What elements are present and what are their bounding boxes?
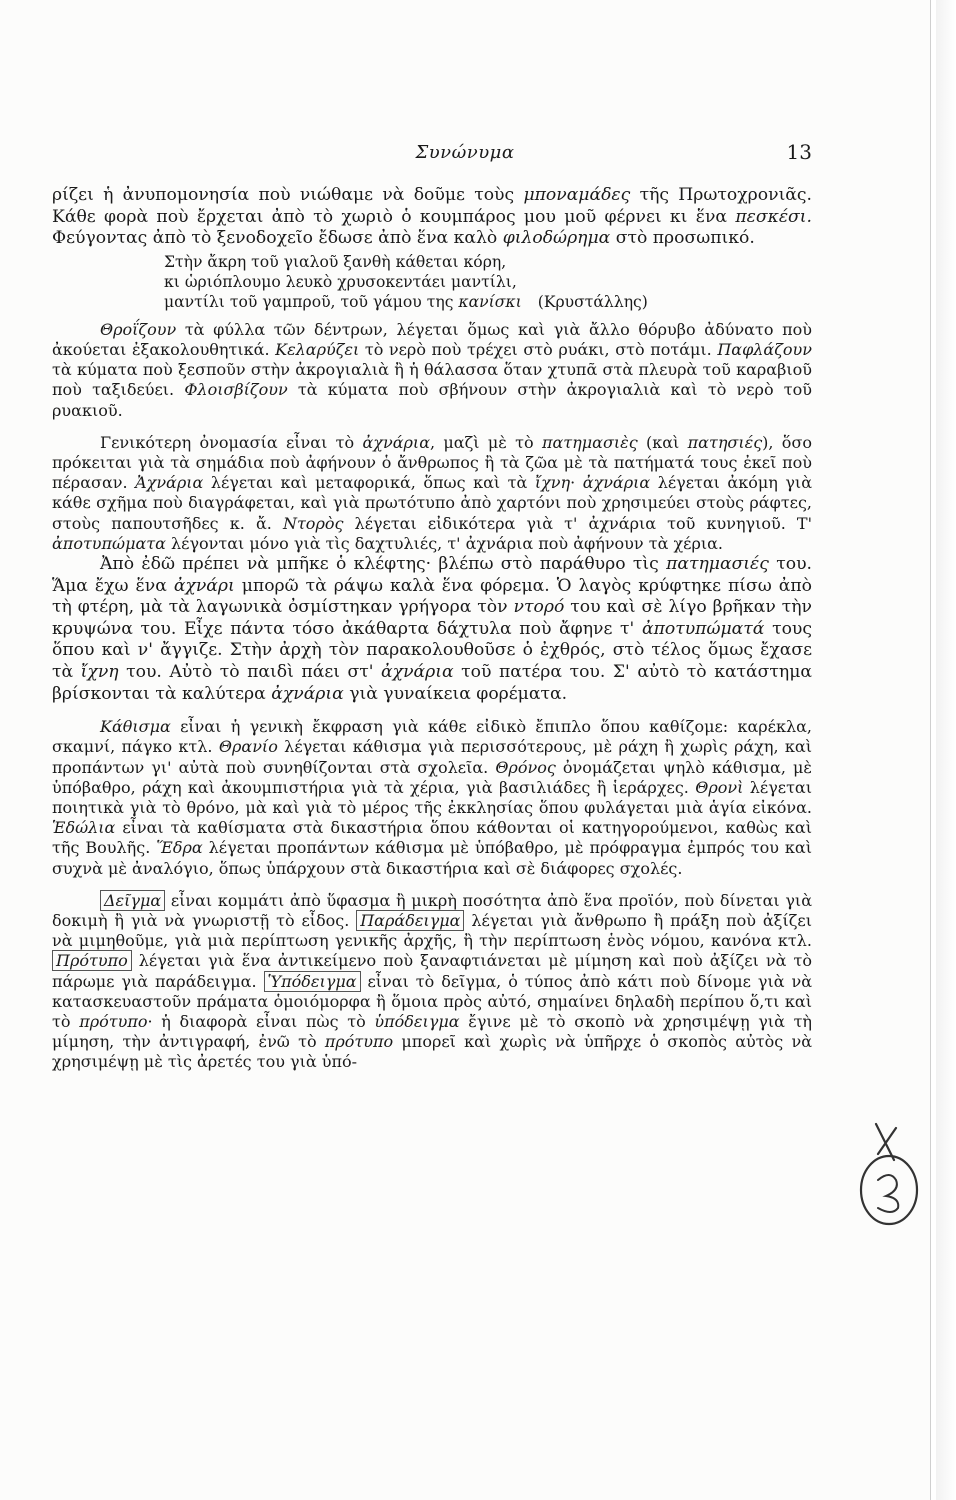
poem-attribution: (Κρυστάλλης) — [537, 292, 648, 311]
boxed-term: Παράδειγμα — [356, 910, 464, 931]
body-text — [52, 185, 812, 1073]
boxed-term: Δεῖγμα — [100, 890, 165, 911]
boxed-term: Ὑπόδειγμα — [264, 971, 361, 992]
paragraph-examples: Ἀπὸ ἐδῶ πρέπει νὰ μπῆκε ὁ κλέφτης· βλέπω στὸ παράθυρο τὶς πατημασιές του. Ἅμα ἔχω ἕνα ἀχνάρι μπορῶ τὰ ράψω καλὰ ἕνα φόρεμα. Ὁ λαγὸς κρύφτηκε πίσω ἀπὸ τὴ φτέρη, μὰ τὰ λαγωνικὰ ὀσμίστηκαν γρήγορα τὸν ντορό του καὶ σὲ λίγο βρῆκαν τὴν κρυψώνα του. Εἶχε πάντα τόσο ἀκάθαρτα δάχτυλα ποὺ ἄφηνε τ' ἀποτυπώματά τους ὅπου καὶ ν' ἄγγιζε. Στὴν ἀρχὴ τὸν παρακολουθοῦσε ὁ ἐχθρός, στὸ τέλος ὅμως ἔχασε τὰ ἴχνη του. Αὐτὸ τὸ παιδὶ πάει στ' ἀχνάρια τοῦ πατέρα του. Σ' αὐτὸ τὸ κατάστημα βρίσκονται τὰ καλύτερα ἀχνάρια γιὰ γυναίκεια φορέματα. — [52, 554, 812, 704]
poem-line: κι ὡριόπλουμο λευκὸ χρυσοκεντάει μαντίλι, — [164, 272, 517, 291]
paragraph-seats: Κάθισμα εἶναι ἡ γενικὴ ἔκφραση γιὰ κάθε εἰδικὸ ἔπιπλο ὅπου καθίζομε: καρέκλα, σκαμνί, πάγκο κτλ. Θρανίο λέγεται κάθισμα γιὰ περισσότερους, μὲ ράχη ἢ χωρὶς ράχη, καὶ προπάντων γι' αὐτὰ ποὺ συνηθίζονται στὰ σχολεῖα. Θρόνος ὀνομάζεται ψηλὸ κάθισμα, μὲ ὑπόβαθρο, ράχη καὶ ἀκουμπιστήρια γιὰ τὰ χέρια, γιὰ βασιλιάδες ἢ ἱεράρχες. Θρονὶ λέγεται ποιητικὰ γιὰ τὸ θρόνο, μὰ καὶ γιὰ τὸ μέρος τῆς ἐκκλησίας ὅπου φυλάγεται μιὰ ἁγία εἰκόνα. Ἑδώλια εἶναι τὰ καθίσματα στὰ δικαστήρια ὅπου κάθονται οἱ κατηγορούμενοι, καθὼς καὶ τῆς Βουλῆς. Ἕδρα λέγεται προπάντων κάθισμα μὲ ὑπόβαθρο, μὲ πρόφραγμα ἐμπρός του καὶ συχνὰ μὲ ἀναλόγιο, ὅπως ὑπάρχουν στὰ δικαστήρια καὶ σὲ διάφορες σχολές. — [52, 717, 813, 878]
handwritten-circle-mark — [856, 1150, 922, 1230]
paragraph-sounds: Θροΐζουν τὰ φύλλα τῶν δέντρων, λέγεται ὅμως καὶ γιὰ ἄλλο θόρυβο ἀδύνατο ποὺ ἀκούεται ἐξακολουθητικά. Κελαρύζει τὸ νερὸ ποὺ τρέχει στὸ ρυάκι, στὸ ποτάμι. Παφλάζουν τὰ κύματα ποὺ ξεσποῦν στὴν ἀκρογιαλιὰ ἢ ἡ θάλασσα ὅταν χτυπᾶ στὰ πλευρὰ τοῦ καραβιοῦ ποὺ ταξιδεύει. Φλοισβίζουν τὰ κύματα ποὺ σβήνουν στὴν ἀκρογιαλιὰ καὶ τὸ νερὸ τοῦ ρυακιοῦ. — [52, 319, 812, 420]
poem-line: Στὴν ἄκρη τοῦ γιαλοῦ ξανθὴ κάθεται κόρη, — [164, 252, 507, 271]
page-number: 13 — [786, 140, 812, 164]
page-header — [0, 140, 930, 170]
boxed-term: Πρότυπο — [52, 950, 132, 971]
poem-line: μαντίλι τοῦ γαμπροῦ, τοῦ γάμου της κανίσκι (Κρυστάλλης) — [164, 292, 648, 311]
running-title: Συνώνυμα — [415, 142, 515, 163]
paragraph-footprints: Γενικότερη ὀνομασία εἶναι τὸ ἀχνάρια, μαζὶ μὲ τὸ πατημασιὲς (καὶ πατησιές), ὅσο πρόκειται γιὰ τὰ σημάδια ποὺ ἀφήνουν ὁ ἄνθρωπος ἢ τὰ ζῶα μὲ τὰ πατήματά τους ἐκεῖ ποὺ πέρασαν. Ἀχνάρια λέγεται καὶ μεταφορικά, ὅπως καὶ τὰ ἴχνη· ἀχνάρια λέγεται ἀκόμη γιὰ κάθε σχῆμα ποὺ διαγράφεται, καὶ γιὰ πρωτότυπο ἀπὸ χαρτόνι ποὺ χρησιμεύει στοὺς ράφτες, στοὺς παπουτσῆδες κ. ἄ. Ντορὸς λέγεται εἰδικότερα γιὰ τ' ἀχνάρια τοῦ κυνηγιοῦ. Τ' ἀποτυπώματα λέγονται μόνο γιὰ τὶς δαχτυλιές, τ' ἀχνάρια ποὺ ἀφήνουν τὰ χέρια. — [52, 432, 812, 553]
poem-quote — [164, 252, 812, 312]
paragraph-samples: Δεῖγμα εἶναι κομμάτι ἀπὸ ὕφασμα ἢ μικρὴ ποσότητα ἀπὸ ἕνα προϊόν, ποὺ δίνεται γιὰ δοκιμὴ ἢ γιὰ νὰ γνωριστῇ τὸ εἶδος. Παράδειγμα λέγεται γιὰ ἄνθρωπο ἢ πράξη ποὺ ἀξίζει νὰ μιμηθοῦμε, γιὰ μιὰ περίπτωση γενικῆς ἀρχῆς, ἢ τὴν περίπτωση ἑνὸς νόμου, κανόνα κτλ. Πρότυπο λέγεται γιὰ ἕνα ἀντικείμενο ποὺ ξαναφτιάνεται μὲ μίμηση καὶ ποὺ ἀξίζει νὰ τὸ πάρωμε γιὰ παράδειγμα. Ὑπόδειγμα εἶναι τὸ δεῖγμα, ὁ τύπος ἀπὸ κάτι ποὺ δίνομε γιὰ νὰ κατασκευαστοῦν πράματα ὁμοιόμορφα ἢ ὅμοια πρὸς αὐτό, σημαίνει δηλαδὴ περίπου ὅ,τι καὶ τὸ πρότυπο· ἡ διαφορὰ εἶναι πὼς τὸ ὑπόδειγμα ἔγινε μὲ τὸ σκοπὸ νὰ χρησιμέψῃ γιὰ τὴ μίμηση, τὴν ἀντιγραφή, ἐνῶ τὸ πρότυπο μπορεῖ καὶ χωρὶς νὰ ὑπῆρχε ὁ σκοπὸς αὐτὸς νὰ χρησιμέψῃ μὲ τὶς ἀρετές του γιὰ ὑπό- — [52, 890, 813, 1072]
page-edge — [936, 0, 956, 1500]
paragraph-rewards: ρίζει ἡ ἀνυπομονησία ποὺ νιώθαμε νὰ δοῦμε τοὺς μποναμάδες τῆς Πρωτοχρονιᾶς. Κάθε φορὰ ποὺ ἔρχεται ἀπὸ τὸ χωριὸ ὁ κουμπάρος μου μοῦ φέρνει κι ἕνα πεσκέσι. Φεύγοντας ἀπὸ τὸ ξενοδοχεῖο ἔδωσε ἀπὸ ἕνα καλὸ φιλοδώρημα στὸ προσωπικό. — [52, 185, 813, 249]
